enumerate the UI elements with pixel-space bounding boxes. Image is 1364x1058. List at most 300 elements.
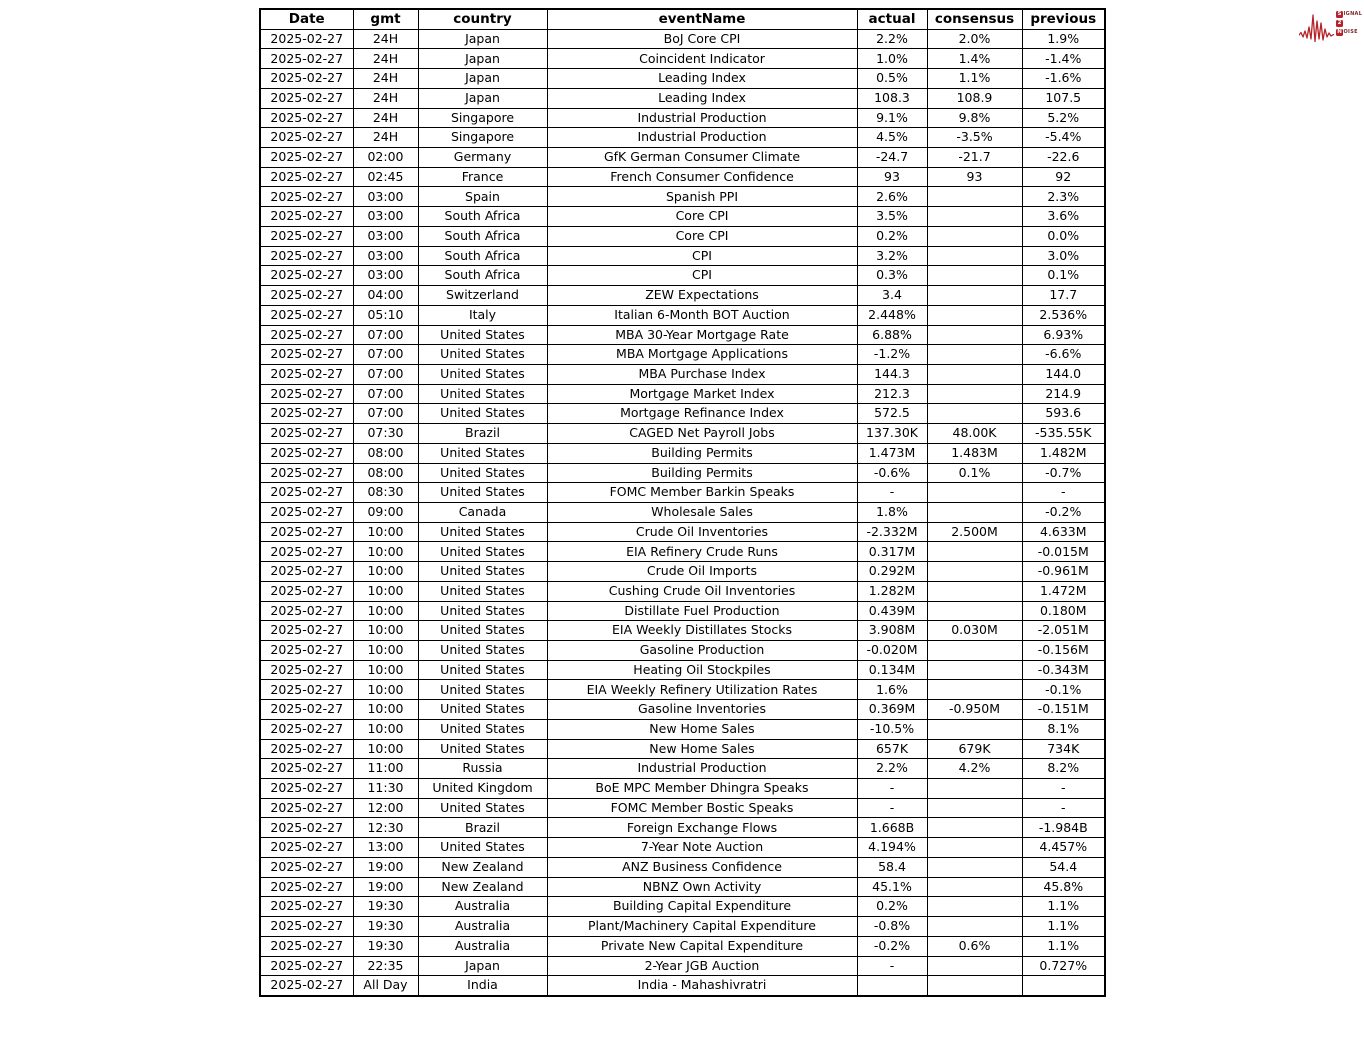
table-cell: 2025-02-27 [260,680,353,700]
table-cell: 10:00 [353,581,418,601]
table-cell: 2025-02-27 [260,187,353,207]
table-row [260,700,1105,720]
table-cell: Japan [418,88,547,108]
table-cell: MBA 30-Year Mortgage Rate [547,325,857,345]
table-cell: 08:00 [353,463,418,483]
table-cell: Brazil [418,424,547,444]
table-cell: New Zealand [418,877,547,897]
table-cell: South Africa [418,207,547,227]
logo-word-signal-rest: IGNAL [1343,11,1363,18]
economic-calendar-table [259,8,1106,997]
table-cell: United States [418,798,547,818]
table-cell: 17.7 [1022,286,1105,306]
table-cell: Singapore [418,108,547,128]
table-cell: EIA Weekly Refinery Utilization Rates [547,680,857,700]
table-cell: 2025-02-27 [260,759,353,779]
table-cell: 1.472M [1022,581,1105,601]
table-cell: France [418,167,547,187]
table-cell: 2.0% [927,29,1022,49]
table-cell: 2025-02-27 [260,404,353,424]
table-cell: Switzerland [418,286,547,306]
table-cell: 11:30 [353,779,418,799]
table-cell: Crude Oil Inventories [547,522,857,542]
table-cell: United States [418,483,547,503]
table-cell: United States [418,443,547,463]
table-cell: 12:00 [353,798,418,818]
column-header-date: Date [260,9,353,29]
table-cell: United States [418,384,547,404]
table-cell: United Kingdom [418,779,547,799]
table-row [260,502,1105,522]
table-cell: Wholesale Sales [547,502,857,522]
table-cell: Italian 6-Month BOT Auction [547,305,857,325]
table-cell: 2.2% [857,29,927,49]
table-cell: United States [418,838,547,858]
table-cell: Core CPI [547,226,857,246]
table-cell: 2025-02-27 [260,976,353,996]
table-cell: 2025-02-27 [260,443,353,463]
table-cell: 24H [353,128,418,148]
table-cell: 2025-02-27 [260,877,353,897]
table-row [260,621,1105,641]
table-cell: Japan [418,49,547,69]
table-cell: 2025-02-27 [260,719,353,739]
table-cell: 2025-02-27 [260,542,353,562]
table-cell: Building Capital Expenditure [547,897,857,917]
table-cell: United States [418,739,547,759]
table-cell [927,483,1022,503]
table-cell: 2025-02-27 [260,897,353,917]
table-cell: 10:00 [353,680,418,700]
table-cell: 02:00 [353,148,418,168]
table-cell: 1.482M [1022,443,1105,463]
table-cell: 2.448% [857,305,927,325]
table-row [260,463,1105,483]
table-cell: 8.1% [1022,719,1105,739]
table-cell: 24H [353,29,418,49]
table-cell: 45.8% [1022,877,1105,897]
table-cell: Australia [418,917,547,937]
table-cell: FOMC Member Barkin Speaks [547,483,857,503]
table-cell: 2025-02-27 [260,700,353,720]
table-cell [927,601,1022,621]
column-header-previous: previous [1022,9,1105,29]
table-cell: 657K [857,739,927,759]
table-cell: Canada [418,502,547,522]
table-cell: 0.3% [857,266,927,286]
table-cell: 4.2% [927,759,1022,779]
table-row [260,759,1105,779]
table-cell: 2025-02-27 [260,621,353,641]
table-cell: 2.536% [1022,305,1105,325]
table-cell: 48.00K [927,424,1022,444]
table-cell: Cushing Crude Oil Inventories [547,581,857,601]
table-cell: United States [418,601,547,621]
logo-word-noise-rest: OISE [1343,29,1358,36]
table-cell: Coincident Indicator [547,49,857,69]
table-cell: 2025-02-27 [260,739,353,759]
table-cell: -6.6% [1022,345,1105,365]
table-cell: 2.6% [857,187,927,207]
table-cell: Spain [418,187,547,207]
table-cell: ZEW Expectations [547,286,857,306]
table-cell: United States [418,562,547,582]
table-cell [927,266,1022,286]
table-cell: 2.2% [857,759,927,779]
table-cell: 1.1% [1022,936,1105,956]
table-cell: 144.0 [1022,364,1105,384]
table-cell: 3.4 [857,286,927,306]
table-cell: 7-Year Note Auction [547,838,857,858]
table-cell: 58.4 [857,857,927,877]
table-cell: Leading Index [547,88,857,108]
table-cell: 1.6% [857,680,927,700]
table-cell: - [857,483,927,503]
table-cell [927,976,1022,996]
table-cell: 734K [1022,739,1105,759]
table-cell: 05:10 [353,305,418,325]
table-row [260,976,1105,996]
table-cell: 24H [353,69,418,89]
column-header-country: country [418,9,547,29]
table-cell [927,641,1022,661]
table-cell: United States [418,522,547,542]
table-cell: New Home Sales [547,719,857,739]
table-cell: MBA Mortgage Applications [547,345,857,365]
table-cell: 214.9 [1022,384,1105,404]
table-cell [927,226,1022,246]
table-cell: 0.134M [857,660,927,680]
table-cell: 54.4 [1022,857,1105,877]
table-row [260,443,1105,463]
table-cell: New Home Sales [547,739,857,759]
table-cell [927,187,1022,207]
table-cell: -1.6% [1022,69,1105,89]
table-cell: 03:00 [353,246,418,266]
table-cell: Japan [418,69,547,89]
table-cell [927,897,1022,917]
table-cell: FOMC Member Bostic Speaks [547,798,857,818]
table-cell: BoJ Core CPI [547,29,857,49]
table-cell [927,286,1022,306]
table-cell: 2025-02-27 [260,364,353,384]
table-cell: United States [418,680,547,700]
table-cell: 2025-02-27 [260,384,353,404]
table-cell: 3.908M [857,621,927,641]
table-cell: ANZ Business Confidence [547,857,857,877]
table-row [260,108,1105,128]
table-cell: 9.1% [857,108,927,128]
table-cell: 2025-02-27 [260,502,353,522]
table-cell: 1.1% [1022,897,1105,917]
table-cell: 2025-02-27 [260,838,353,858]
table-cell: -24.7 [857,148,927,168]
table-body [260,29,1105,996]
table-cell: 19:30 [353,917,418,937]
table-cell: 2025-02-27 [260,857,353,877]
table-cell: 13:00 [353,838,418,858]
table-cell: 2025-02-27 [260,463,353,483]
table-cell: New Zealand [418,857,547,877]
table-cell [927,956,1022,976]
table-cell: 07:00 [353,325,418,345]
table-cell [927,581,1022,601]
header-row [260,9,1105,29]
column-header-actual: actual [857,9,927,29]
table-cell: 3.0% [1022,246,1105,266]
table-row [260,601,1105,621]
table-cell: 1.8% [857,502,927,522]
table-cell: - [857,798,927,818]
table-row [260,897,1105,917]
table-cell: 2025-02-27 [260,641,353,661]
table-cell: 22:35 [353,956,418,976]
table-cell: CAGED Net Payroll Jobs [547,424,857,444]
table-row [260,364,1105,384]
table-cell: 2025-02-27 [260,325,353,345]
table-row [260,877,1105,897]
table-row [260,641,1105,661]
table-cell: 10:00 [353,719,418,739]
table-cell: United States [418,345,547,365]
table-row [260,424,1105,444]
table-cell [927,384,1022,404]
table-cell: 10:00 [353,700,418,720]
table-cell: -1.2% [857,345,927,365]
table-cell: 2025-02-27 [260,108,353,128]
table-cell: 19:00 [353,857,418,877]
table-cell [857,976,927,996]
table-cell: 137.30K [857,424,927,444]
table-row [260,660,1105,680]
table-cell: 10:00 [353,562,418,582]
table-cell: Mortgage Market Index [547,384,857,404]
table-row [260,779,1105,799]
table-cell: 108.9 [927,88,1022,108]
table-cell: 03:00 [353,187,418,207]
table-cell: Distillate Fuel Production [547,601,857,621]
table-cell: -535.55K [1022,424,1105,444]
table-cell: -21.7 [927,148,1022,168]
table-cell: Spanish PPI [547,187,857,207]
table-cell: 07:00 [353,384,418,404]
table-cell: All Day [353,976,418,996]
table-row [260,838,1105,858]
table-cell [927,877,1022,897]
table-cell: 10:00 [353,660,418,680]
table-cell: India - Mahashivratri [547,976,857,996]
table-cell: Gasoline Production [547,641,857,661]
table-cell [927,345,1022,365]
table-cell: 0.292M [857,562,927,582]
waveform-icon [1299,10,1339,45]
table-cell: 3.2% [857,246,927,266]
table-cell: 0.030M [927,621,1022,641]
table-cell: -10.5% [857,719,927,739]
table-cell: French Consumer Confidence [547,167,857,187]
table-cell: 0.369M [857,700,927,720]
table-cell: -2.332M [857,522,927,542]
table-cell: 2025-02-27 [260,128,353,148]
table-cell: United States [418,364,547,384]
table-cell: 1.0% [857,49,927,69]
logo-line-noise [1336,29,1362,37]
table-cell: Crude Oil Imports [547,562,857,582]
table-cell: 03:00 [353,266,418,286]
table-cell: United States [418,581,547,601]
table-cell [927,305,1022,325]
table-cell: India [418,976,547,996]
table-cell: 08:30 [353,483,418,503]
table-cell: 212.3 [857,384,927,404]
table-cell: Industrial Production [547,108,857,128]
table-cell: 2025-02-27 [260,29,353,49]
table-cell: -0.961M [1022,562,1105,582]
table-cell [927,542,1022,562]
table-cell: 0.180M [1022,601,1105,621]
table-cell: Italy [418,305,547,325]
table-cell: -1.984B [1022,818,1105,838]
table-row [260,148,1105,168]
column-header-consensus: consensus [927,9,1022,29]
table-cell: 2025-02-27 [260,167,353,187]
table-cell: 93 [927,167,1022,187]
table-cell: 1.282M [857,581,927,601]
table-cell: 93 [857,167,927,187]
table-cell: 2025-02-27 [260,246,353,266]
table-cell: 2025-02-27 [260,917,353,937]
table-cell [927,719,1022,739]
table-cell: 0.727% [1022,956,1105,976]
table-cell: 1.4% [927,49,1022,69]
table-cell: 6.93% [1022,325,1105,345]
table-cell: Australia [418,936,547,956]
table-cell: -0.1% [1022,680,1105,700]
table-cell [927,857,1022,877]
table-cell: 09:00 [353,502,418,522]
table-cell: -0.156M [1022,641,1105,661]
table-cell: 92 [1022,167,1105,187]
table-cell: United States [418,463,547,483]
table-row [260,29,1105,49]
table-cell: - [857,779,927,799]
table-row [260,798,1105,818]
table-cell [927,818,1022,838]
table-cell: Germany [418,148,547,168]
table-cell: -0.2% [1022,502,1105,522]
table-row [260,739,1105,759]
table-cell: 1.483M [927,443,1022,463]
table-cell: 4.194% [857,838,927,858]
table-cell: 2025-02-27 [260,562,353,582]
table-cell: 4.633M [1022,522,1105,542]
table-cell: United States [418,542,547,562]
table-row [260,266,1105,286]
table-cell: -0.8% [857,917,927,937]
table-cell: EIA Refinery Crude Runs [547,542,857,562]
table-row [260,522,1105,542]
table-cell: 24H [353,88,418,108]
table-cell [927,502,1022,522]
table-cell: Brazil [418,818,547,838]
table-row [260,305,1105,325]
table-cell: 2025-02-27 [260,818,353,838]
table-cell: 10:00 [353,522,418,542]
table-cell: 679K [927,739,1022,759]
table-cell: -2.051M [1022,621,1105,641]
table-cell: South Africa [418,266,547,286]
table-cell: 02:45 [353,167,418,187]
logo-line-signal [1336,11,1362,19]
table-row [260,246,1105,266]
table-cell: Private New Capital Expenditure [547,936,857,956]
table-cell [927,798,1022,818]
table-cell [927,404,1022,424]
table-row [260,88,1105,108]
column-header-eventname: eventName [547,9,857,29]
table-cell: 144.3 [857,364,927,384]
logo-letter-s: S [1337,11,1342,18]
table-cell: GfK German Consumer Climate [547,148,857,168]
table-cell: 10:00 [353,641,418,661]
table-cell: 2025-02-27 [260,798,353,818]
table-row [260,69,1105,89]
table-cell: Singapore [418,128,547,148]
table-cell: MBA Purchase Index [547,364,857,384]
table-cell [927,660,1022,680]
table-cell: 3.5% [857,207,927,227]
table-row [260,857,1105,877]
table-cell: 4.457% [1022,838,1105,858]
table-cell: 08:00 [353,443,418,463]
table-cell: 1.1% [927,69,1022,89]
table-cell: 2025-02-27 [260,345,353,365]
table-cell: -1.4% [1022,49,1105,69]
table-cell: Mortgage Refinance Index [547,404,857,424]
table-cell: - [1022,779,1105,799]
table-cell: 19:00 [353,877,418,897]
table-cell: 2025-02-27 [260,424,353,444]
table-cell: 2025-02-27 [260,49,353,69]
table-cell: 0.5% [857,69,927,89]
table-cell: 4.5% [857,128,927,148]
table-cell: United States [418,641,547,661]
table-cell [927,364,1022,384]
table-cell: 2025-02-27 [260,305,353,325]
table-cell [927,917,1022,937]
table-cell: Industrial Production [547,128,857,148]
table-cell: 6.88% [857,325,927,345]
table-row [260,286,1105,306]
table-cell: NBNZ Own Activity [547,877,857,897]
table-cell: 0.6% [927,936,1022,956]
table-cell: -3.5% [927,128,1022,148]
table-cell: EIA Weekly Distillates Stocks [547,621,857,641]
table-cell: South Africa [418,226,547,246]
column-header-gmt: gmt [353,9,418,29]
table-cell: 2025-02-27 [260,286,353,306]
table-cell: 2025-02-27 [260,779,353,799]
table-cell: 1.1% [1022,917,1105,937]
table-cell [927,680,1022,700]
table-cell [1022,976,1105,996]
table-cell: 2025-02-27 [260,581,353,601]
table-cell: 07:00 [353,364,418,384]
table-cell: 12:30 [353,818,418,838]
table-cell: 0.1% [1022,266,1105,286]
table-cell: Industrial Production [547,759,857,779]
table-cell: -0.7% [1022,463,1105,483]
